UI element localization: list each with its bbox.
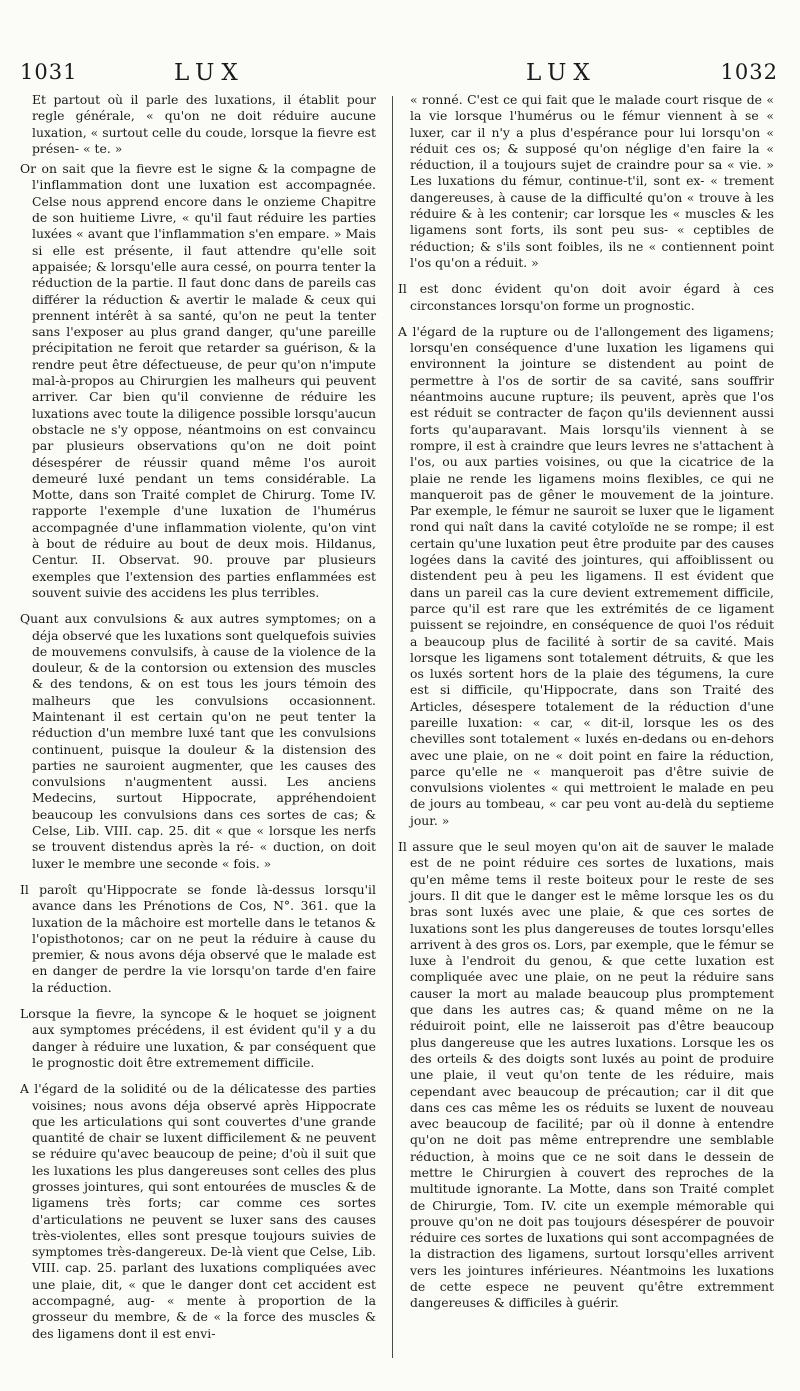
paragraph: Et partout où il parle des luxations, il établit pour regle générale, « qu'on ne doit réduire aucune luxation, « surtout celle du coude, lorsque la fievre est présen- « te. » (32, 92, 376, 156)
column-divider (392, 96, 393, 1358)
page-number-right: 1032 (720, 60, 778, 84)
paragraph: « ronné. C'est ce qui fait que le malade court risque de « la vie lorsque l'humérus ou le fémur viennent à se « luxer, car il n'y a plus d'espérance pour lui lorsqu'on « réduit ces os; & supposé qu'on néglige d'en faire la « réduction, il a toujours sujet de craindre pour sa « vie. » Les luxations du fémur, continue-t'il, sont ex- « trement dangereuses, à cause de la difficulté qu'on « trouve à les réduire & à les contenir; car lorsque les « muscles & les ligamens sont forts, ils sont peu sus- « ceptibles de réduction; & s'ils sont foibles, ils ne « contiennent point l'os qu'on a réduit. » (410, 92, 774, 270)
paragraph: Lorsque la fievre, la syncope & le hoquet se joignent aux symptomes précédens, il est évident qu'il y a du danger à réduire une luxation, & par conséquent que le prognostic doit être extremement difficile. (20, 1006, 376, 1070)
paragraph: Il est donc évident qu'on doit avoir égard à ces circonstances lorsqu'on forme un prognostic. (398, 281, 774, 313)
headword-right: LUX (526, 60, 597, 86)
headword-left: LUX (174, 60, 245, 86)
paragraph: A l'égard de la rupture ou de l'allongement des ligamens; lorsqu'en conséquence d'une luxation les ligamens qui environnent la jointure se distendent au point de permettre à l'os de sortir de sa cavité, sans souffrir néantmoins aucune rupture; ils peuvent, après que l'os est réduit se contracter de façon qu'ils deviennent aussi forts qu'auparavant. Mais lorsqu'ils viennent à se rompre, il est à craindre que leurs levres ne s'attachent à l'os, ou aux parties voisines, ou que la cicatrice de la plaie ne rende les ligamens moins flexibles, ce qui ne manqueroit pas de gêner le mouvement de la jointure. Par exemple, le fémur ne sauroit se luxer que le ligament rond qui naît dans la cavité cotyloïde ne se rompe; il est certain qu'une luxation peut être produite par des causes logées dans la cavité des jointures, qui affoiblissent ou distendent peu à peu les ligamens. Il est évident que dans un pareil cas la cure devient extremement difficile, parce qu'il est rare que les extrémités de ce ligament puissent se rejoindre, en conséquence de quoi l'os réduit a beaucoup plus de facilité à sortir de sa cavité. Mais lorsque les ligamens sont totalement détruits, & que les os luxés sortent hors de la plaie des tégumens, la cure est si difficile, qu'Hippocrate, dans son Traité des Articles, désespere totalement de la réduction d'une pareille luxation: « car, « dit-il, lorsque les os des chevilles sont totalement « luxés en-dedans ou en-dehors avec une plaie, on ne « doit point en faire la réduction, parce qu'elle ne « manqueroit pas d'être suivie de convulsions violentes « qui mettroient le malade en peu de jours au tombeau, « car peu vont au-delà du septieme jour. » (398, 323, 774, 828)
paragraph: Or on sait que la fievre est le signe & la compagne de l'inflammation dont une luxation est accompagnée. Celse nous apprend encore dans le onzieme Chapitre de son huitieme Livre, « qu'il faut réduire les parties luxées « avant que l'inflammation s'en empare. » Mais si elle est présente, il faut attendre qu'elle soit appaisée; & lorsqu'elle aura cessé, on pourra tenter la réduction de la partie. Il faut donc dans de pareils cas différer la réduction & avertir le malade & ceux qui prennent intérêt à sa santé, qu'on ne peut la tenter sans l'exposer au plus grand danger, qu'une pareille précipitation ne feroit que retarder sa guérison, & la rendre peut être défectueuse, de peur qu'on n'impute mal-à-propos au Chirurgien les malheurs qui peuvent arriver. Car bien qu'il convienne de réduire les luxations avec toute la diligence possible lorsqu'aucun obstacle ne s'y oppose, néantmoins on est convaincu par plusieurs observations qu'on ne doit point désespérer de réussir quand même l'os auroit demeuré luxé pendant un tems considérable. La Motte, dans son Traité complet de Chirurg. Tome IV. rapporte l'exemple d'une luxation de l'humérus accompagnée d'une inflammation violente, qu'on vint à bout de réduire au bout de deux mois. Hildanus, Centur. II. Observat. 90. prouve par plusieurs exemples que l'extension des parties enflammées est souvent suivie des accidens les plus terribles. (20, 161, 376, 600)
paragraph: Il paroît qu'Hippocrate se fonde là-dessus lorsqu'il avance dans les Prénotions de Cos, N°. 361. que la luxation de la mâchoire est mortelle dans le tetanos & l'opisthotonos; car on ne peut la réduire à cause du premier, & nous avons déja observé que le malade est en danger de perdre la vie lorsqu'on tarde d'en faire la réduction. (20, 881, 376, 995)
paragraph: Quant aux convulsions & aux autres symptomes; on a déja observé que les luxations sont quelquefois suivies de mouvemens convulsifs, à cause de la violence de la douleur, & de la contorsion ou extension des muscles & des tendons, & on est tous les jours témoin des malheurs que les convulsions occasionnent. Maintenant il est certain qu'on ne peut tenter la réduction d'un membre luxé tant que les convulsions continuent, puisque la douleur & la distension des parties ne sauroient augmenter, que les causes des convulsions n'augmentent aussi. Les anciens Medecins, surtout Hippocrate, appréhendoient beaucoup les convulsions dans ces sortes de cas; & Celse, Lib. VIII. cap. 25. dit « que « lorsque les nerfs se trouvent distendus après la ré- « duction, on doit luxer le membre une seconde « fois. » (20, 611, 376, 871)
left-column (20, 92, 376, 1352)
paragraph: A l'égard de la solidité ou de la délicatesse des parties voisines; nous avons déja observé après Hippocrate que les articulations qui sont couvertes d'une grande quantité de chair se luxent difficilement & ne peuvent se réduire qu'avec beaucoup de peine; d'où il suit que les luxations les plus dangereuses sont celles des plus grosses jointures, qui sont entourées de muscles & de ligamens très forts; car comme ces sortes d'articulations ne peuvent se luxer sans des causes très-violentes, elles sont presque toujours suivies de symptomes très-dangereux. De-là vient que Celse, Lib. VIII. cap. 25. parlant des luxations compliquées avec une plaie, dit, « que le danger dont cet accident est accompagné, aug- « mente à proportion de la grosseur du membre, & de « la force des muscles & des ligamens dont il est envi- (20, 1081, 376, 1341)
right-column (398, 92, 774, 1322)
running-header (14, 60, 786, 94)
paragraph: Il assure que le seul moyen qu'on ait de sauver le malade est de ne point réduire ces sortes de luxations, mais qu'en même tems il reste boiteux pour le reste de ses jours. Il dit que le danger est le même lorsque les os du bras sont luxés avec une plaie, & que ces sortes de luxations sont les plus dangereuses de toutes lorsqu'elles arrivent à des gros os. Lors, par exemple, que le fémur se luxe à l'endroit du genou, & que cette luxation est compliquée avec une plaie, on ne peut la réduire sans causer la mort au malade beaucoup plus promptement que dans les autres cas; & quand même on ne la réduiroit point, elle ne laisseroit pas d'être beaucoup plus dangereuse que les autres luxations. Lorsque les os des orteils & des doigts sont luxés au point de produire une plaie, il veut qu'on tente de les réduire, mais cependant avec beaucoup de précaution; car il dit que dans ces cas même les os réduits se luxent de nouveau avec beaucoup de facilité; par où il donne à entendre qu'on ne doit pas même entreprendre une semblable réduction, à moins que ce ne soit dans le dessein de mettre le Chirurgien à couvert des reproches de la multitude ignorante. La Motte, dans son Traité complet de Chirurgie, Tom. IV. cite un exemple mémorable qui prouve qu'on ne doit pas toujours désespérer de pouvoir réduire ces sortes de luxations qui sont accompagnées de la distraction des ligamens, surtout lorsqu'elles arrivent vers les jointures inférieures. Néantmoins les luxations de cette espece ne peuvent qu'être extremment dangereuses & difficiles à guérir. (398, 839, 774, 1311)
page-number-left: 1031 (20, 60, 78, 84)
